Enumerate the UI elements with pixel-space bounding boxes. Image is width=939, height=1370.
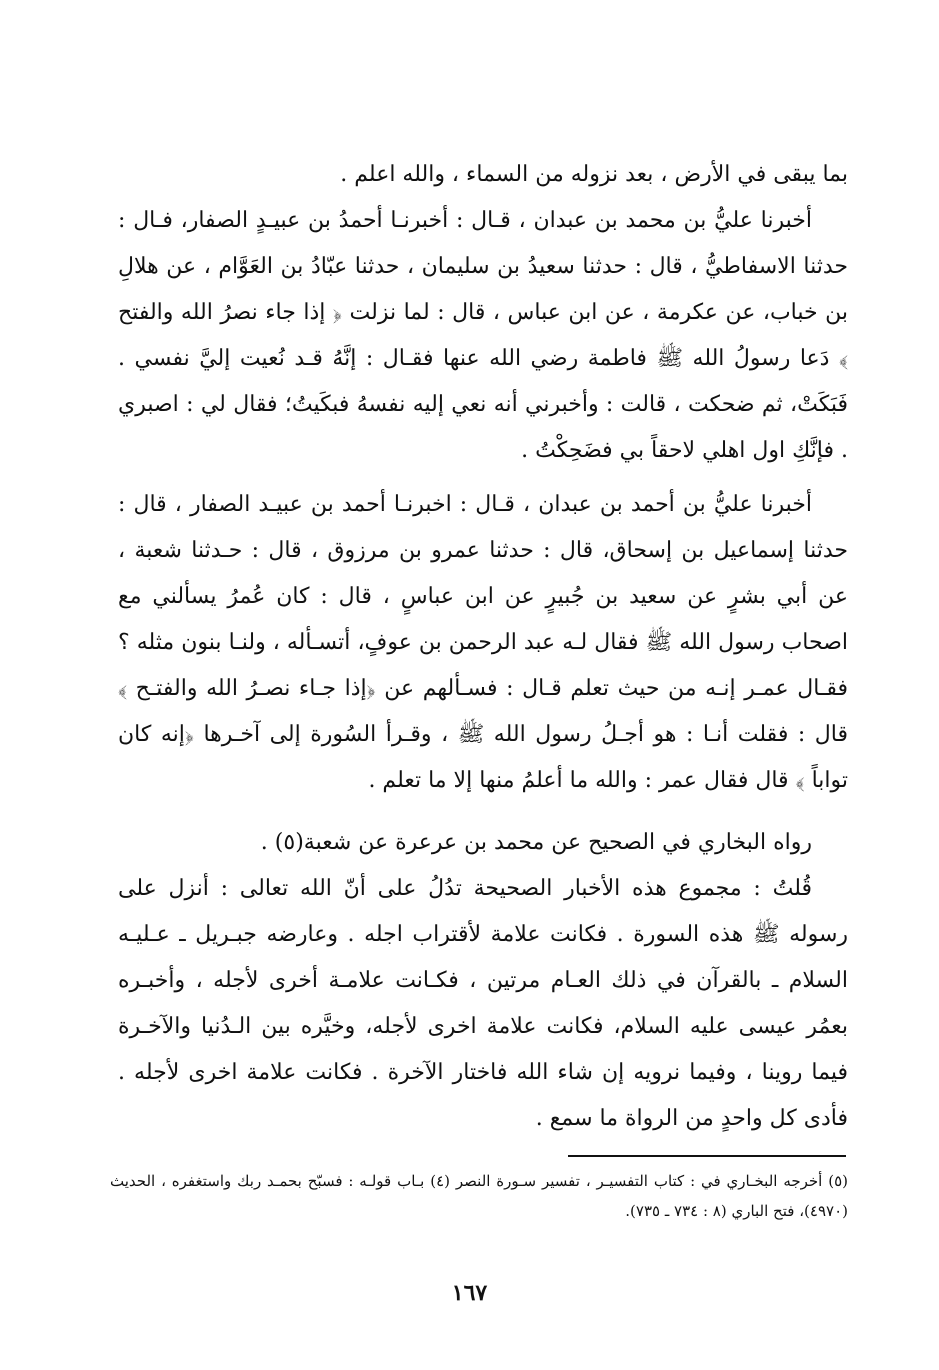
page-number: ١٦٧ (451, 1280, 488, 1306)
body-paragraph: رواه البخاري في الصحيح عن محمد بن عرعرة عن شعبة(٥) . (260, 830, 812, 855)
footnotes (110, 1166, 848, 1226)
body-paragraph: قُلتُ : مجموع هذه الأخبار الصحيحة تدُلُ على أنّ الله تعالى : أنزل على رسوله ﷺ هذه السورة . فكانت علامة لأقتراب اجله . وعارضه جبـريل ـ عـليـه السلام ـ بالقرآن في ذلك العـام مرتين ، فكـانت علامـة أخرى لأجله ، وأخبـره بعمُر عيسى عليه السلام، فكانت علامة اخرى لأجله، وخيَّره بين الـدُنيا والآخـرة فيما روينا ، وفيما نرويه إن شاء الله فاختار الآخرة . فكانت علامة اخرى لأجله . فأدى كل واحدٍ من الرواة ما سمع . (118, 876, 848, 1131)
body-section-2 (118, 482, 848, 804)
footnote-divider (568, 1155, 846, 1157)
body-paragraph: أخبرنا عليُّ بن أحمد بن عبدان ، قـال : اخبرنـا أحمد بن عبيـد الصفار ، قال : حدثنا إسماعيل بن إسحاق، قال : حدثنا عمرو بن مرزوق ، قال : حـدثنا شعبة ، عن أبي بشرٍ عن سعيد بن جُبيرٍ عن ابن عباسٍ ، قال : كان عُمرُ يسألني مع اصحاب رسول الله ﷺ فقال لـه عبد الرحمن بن عوفٍ، أتسـأله ، ولنـا بنون مثله ؟ فقـال عمـر إنـه من حيث تعلم قـال : فسـألهم عن ﴿إذا جـاء نصـرُ الله والفتـح ﴾ قال : فقلت أنـا : هو أجـلُ رسول الله ﷺ ، وقـرأ السُورة إلى آخـرها ﴿إنه كان تواباً ﴾ قال فقال عمر : والله ما أعلمُ منها إلا ما تعلم . (118, 492, 848, 793)
body-section-1 (118, 152, 848, 474)
body-paragraph: أخبرنا عليُّ بن محمد بن عبدان ، قـال : أخبرنـا أحمدُ بن عبيـدٍ الصفار، فـال : حدثنا الاسفاطيُّ ، قال : حدثنا سعيدُ بن سليمان ، حدثنا عبّادُ بن العَوَّام ، عن هلالِ بن خباب، عن عكرمة ، عن ابن عباس ، قال : لما نزلت ﴿ إذا جاء نصرُ الله والفتح ﴾ دَعا رسولُ الله ﷺ فاطمة رضي الله عنها فقـال : إنَّهُ قـد نُعيت إليَّ نفسي . فَبَكَتْ، ثم ضحكت ، قالت : وأخبرني أنه نعي إليه نفسهُ فبكَيتُ؛ فقال لي : اصبري . فإنَّكِ اول اهلي لاحقاً بي فضَحِكْتُ . (118, 208, 848, 463)
footnote: (٥) أخرجه البخـاري في : كتاب التفسيـر ، تفسير سـورة النصر (٤) بـاب قولـه : فسبّح بحمـد ربك واستغفره ، الحديث (٤٩٧٠)، فتح الباري (٨ : ٧٣٤ ـ ٧٣٥). (110, 1172, 848, 1220)
body-paragraph: بما يبقى في الأرض ، بعد نزوله من السماء ، والله اعلم . (340, 162, 848, 187)
body-section-3 (118, 820, 848, 1142)
